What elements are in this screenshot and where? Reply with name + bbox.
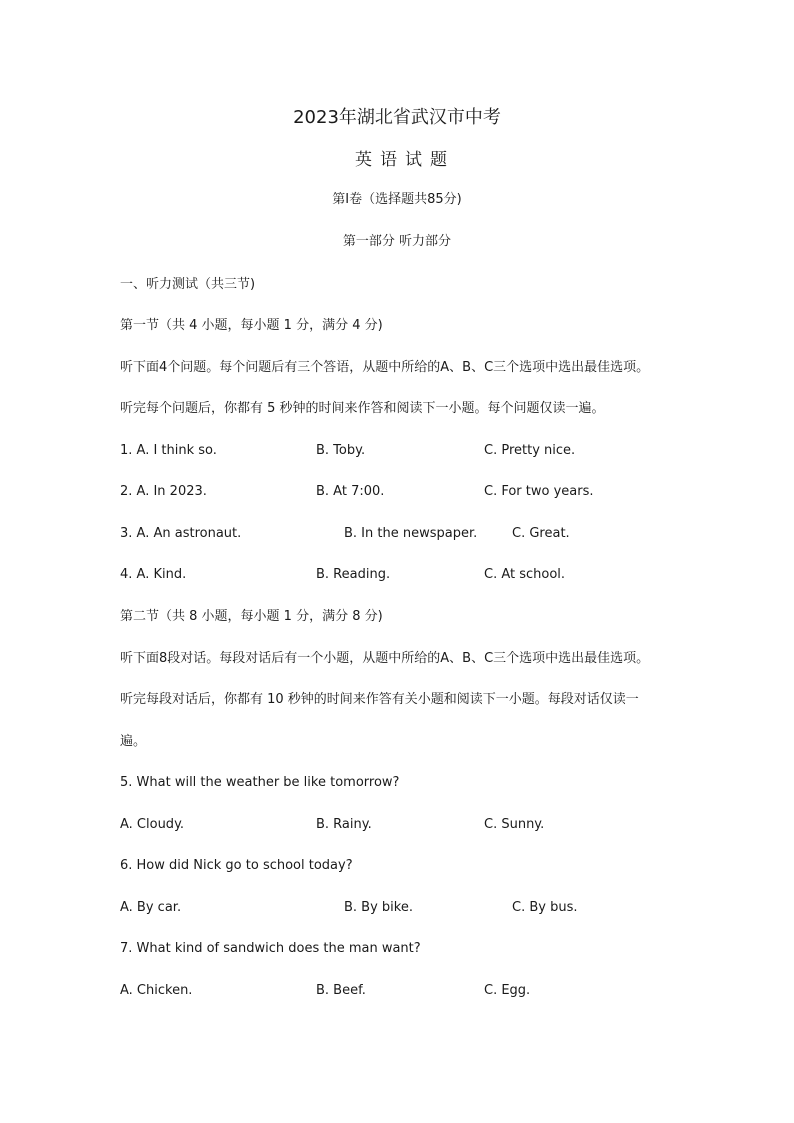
section1-heading: 第一节（共 4 小题，每小题 1 分，满分 4 分) [120,318,383,333]
question-1-option-c: C. Pretty nice. [484,443,576,458]
question-5-stem: 5. What will the weather be like tomorrow? [120,775,400,790]
question-5-option-c: C. Sunny. [484,817,545,832]
question-5-option-a: A. Cloudy. [120,817,185,832]
question-7-option-a: A. Chicken. [120,983,193,998]
section1-instruction: 听下面4个问题。每个问题后有三个答语，从题中所给的A、B、C三个选项中选出最佳选项。 [120,360,650,375]
exam-subtitle: 英语试题 [355,150,455,170]
question-3-option-c: C. Great. [512,526,570,541]
section1-instruction: 听完每个问题后，你都有 5 秒钟的时间来作答和阅读下一小题。每个问题仅读一遍。 [120,401,605,416]
question-6-option-c: C. By bus. [512,900,578,915]
question-7-option-b: B. Beef. [316,983,366,998]
question-2-option-b: B. At 7:00. [316,484,385,499]
question-2-option-a: 2. A. In 2023. [120,484,207,499]
question-1-option-b: B. Toby. [316,443,366,458]
volume-heading: 第Ⅰ卷（选择题共85分) [332,192,462,207]
section-heading: 一、听力测试（共三节) [120,277,256,292]
question-4-option-b: B. Reading. [316,567,391,582]
question-2-option-c: C. For two years. [484,484,594,499]
question-7-option-c: C. Egg. [484,983,531,998]
question-3-option-a: 3. A. An astronaut. [120,526,242,541]
question-4-option-c: C. At school. [484,567,566,582]
section2-instruction: 遍。 [120,734,147,749]
question-1-option-a: 1. A. I think so. [120,443,217,458]
question-5-option-b: B. Rainy. [316,817,372,832]
question-6-option-a: A. By car. [120,900,182,915]
exam-title: 2023年湖北省武汉市中考 [293,107,501,128]
section2-instruction: 听完每段对话后，你都有 10 秒钟的时间来作答有关小题和阅读下一小题。每段对话仅读一 [120,692,639,707]
question-6-option-b: B. By bike. [344,900,413,915]
question-3-option-b: B. In the newspaper. [344,526,478,541]
section2-instruction: 听下面8段对话。每段对话后有一个小题，从题中所给的A、B、C三个选项中选出最佳选项。 [120,651,650,666]
part-heading: 第一部分 听力部分 [342,234,452,249]
section2-heading: 第二节（共 8 小题，每小题 1 分，满分 8 分) [120,609,383,624]
question-4-option-a: 4. A. Kind. [120,567,187,582]
question-7-stem: 7. What kind of sandwich does the man want? [120,941,421,956]
question-6-stem: 6. How did Nick go to school today? [120,858,353,873]
